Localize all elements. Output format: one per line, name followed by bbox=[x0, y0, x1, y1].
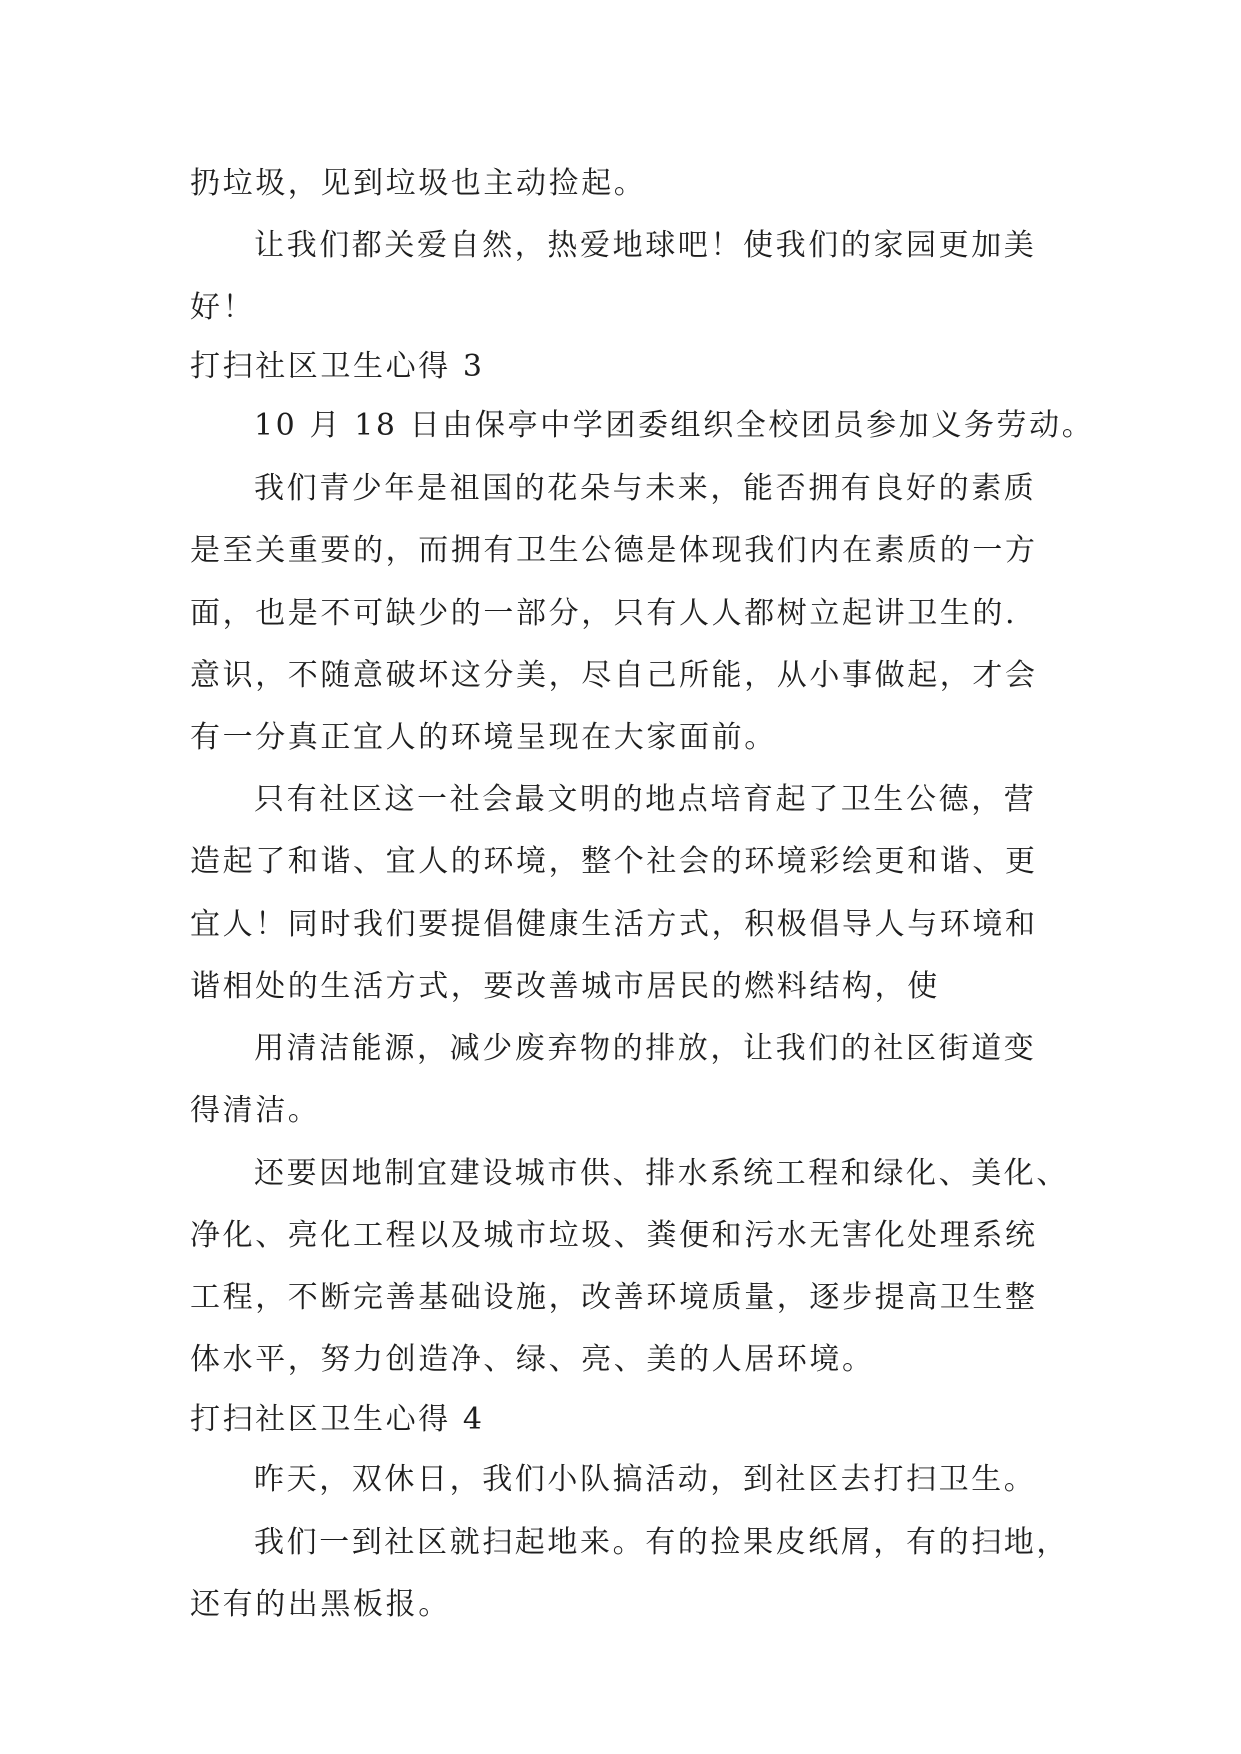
paragraph-line: 意识，不随意破坏这分美，尽自己所能，从小事做起，才会 bbox=[190, 658, 1038, 693]
paragraph-line: 工程，不断完善基础设施，改善环境质量，逐步提高卫生整 bbox=[190, 1280, 1038, 1315]
paragraph-line: 还有的出黑板报。 bbox=[190, 1587, 451, 1622]
paragraph-line: 有一分真正宜人的环境呈现在大家面前。 bbox=[190, 720, 777, 755]
paragraph-line: 好！ bbox=[190, 290, 256, 325]
paragraph-line: 昨天，双休日，我们小队搞活动，到社区去打扫卫生。 bbox=[254, 1462, 1037, 1497]
paragraph-line: 让我们都关爱自然，热爱地球吧！使我们的家园更加美 bbox=[254, 228, 1037, 263]
paragraph-line: 是至关重要的，而拥有卫生公德是体现我们内在素质的一方 bbox=[190, 533, 1038, 568]
paragraph-line: 还要因地制宜建设城市供、排水系统工程和绿化、美化、 bbox=[254, 1156, 1069, 1191]
paragraph-line: 我们青少年是祖国的花朵与未来，能否拥有良好的素质 bbox=[254, 471, 1037, 506]
paragraph-line: 宜人！同时我们要提倡健康生活方式，积极倡导人与环境和 bbox=[190, 907, 1038, 942]
paragraph-line: 扔垃圾，见到垃圾也主动捡起。 bbox=[190, 166, 647, 201]
paragraph-line: 谐相处的生活方式，要改善城市居民的燃料结构，使 bbox=[190, 969, 940, 1004]
section-heading: 打扫社区卫生心得 3 bbox=[190, 349, 485, 384]
paragraph-line: 体水平，努力创造净、绿、亮、美的人居环境。 bbox=[190, 1342, 875, 1377]
paragraph-line: 我们一到社区就扫起地来。有的捡果皮纸屑，有的扫地， bbox=[254, 1525, 1069, 1560]
paragraph-line: 得清洁。 bbox=[190, 1093, 321, 1128]
paragraph-line: 造起了和谐、宜人的环境，整个社会的环境彩绘更和谐、更 bbox=[190, 844, 1038, 879]
paragraph-line: 用清洁能源，减少废弃物的排放，让我们的社区街道变 bbox=[254, 1031, 1037, 1066]
paragraph-line: 10 月 18 日由保亭中学团委组织全校团员参加义务劳动。 bbox=[254, 408, 1095, 443]
paragraph-line: 面，也是不可缺少的一部分，只有人人都树立起讲卫生的. bbox=[190, 596, 1018, 631]
section-heading: 打扫社区卫生心得 4 bbox=[190, 1402, 485, 1437]
paragraph-line: 只有社区这一社会最文明的地点培育起了卫生公德，营 bbox=[254, 782, 1037, 817]
paragraph-line: 净化、亮化工程以及城市垃圾、粪便和污水无害化处理系统 bbox=[190, 1218, 1038, 1253]
